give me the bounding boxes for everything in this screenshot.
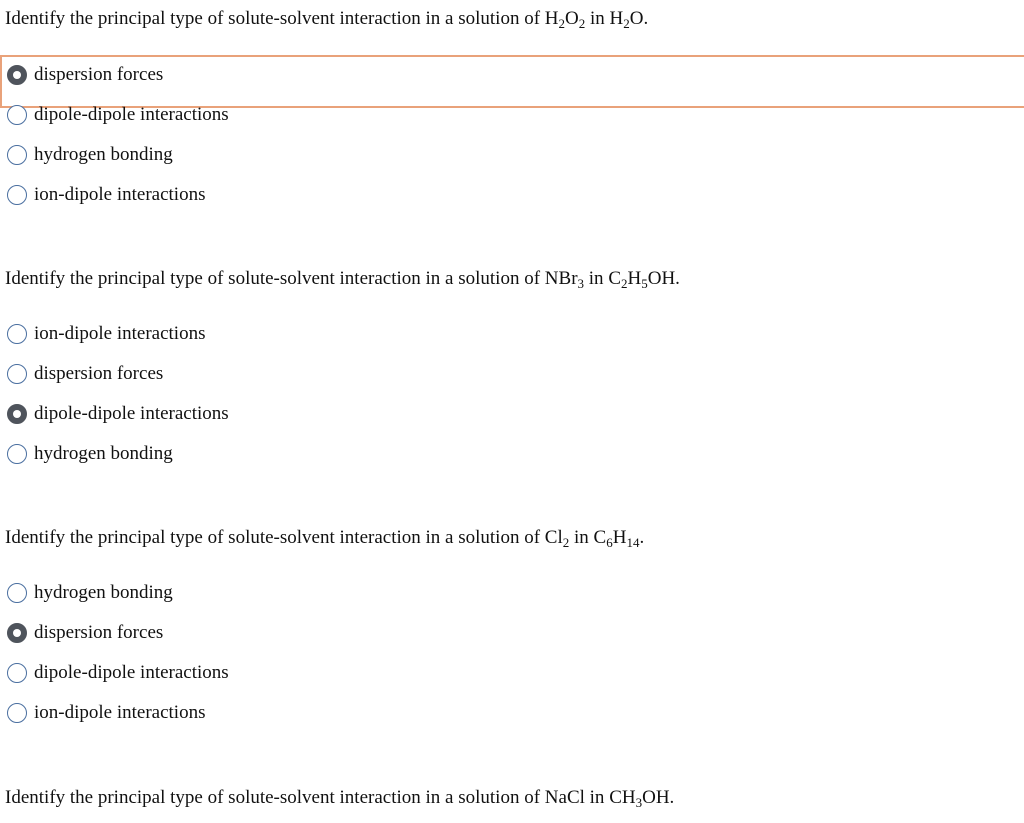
- q1-option-dispersion-forces[interactable]: [7, 63, 163, 87]
- q3-option-dipole-dipole-interactions[interactable]: [7, 661, 229, 685]
- radio-button[interactable]: [7, 185, 27, 205]
- option-label: dipole-dipole interactions: [34, 104, 229, 125]
- radio-button[interactable]: [7, 105, 27, 125]
- option-label: dispersion forces: [34, 64, 164, 85]
- q2-option-hydrogen-bonding[interactable]: [7, 442, 173, 466]
- solvent-formula: $C_6H_{14}$.: [593, 527, 645, 550]
- option-label: ion-dipole interactions: [34, 184, 206, 205]
- q1-option-hydrogen-bonding[interactable]: [7, 143, 173, 167]
- radio-button[interactable]: [7, 364, 27, 384]
- question-4-text: Identify the principal type of solute-solvent interaction in a solution of NaCl in $CH_3OH$.: [5, 787, 675, 810]
- option-label: ion-dipole interactions: [34, 702, 206, 723]
- solvent-formula: $CH_3OH$.: [609, 787, 675, 810]
- question-1-text: Identify the principal type of solute-solvent interaction in a solution of $H_2O_2$ in $H_2O$.: [5, 8, 649, 31]
- radio-button-checked[interactable]: [7, 404, 27, 424]
- q3-option-ion-dipole-interactions[interactable]: [7, 701, 205, 725]
- radio-button[interactable]: [7, 324, 27, 344]
- solute-formula: $H_2O_2$: [544, 8, 586, 31]
- radio-button[interactable]: [7, 583, 27, 603]
- q1-option-dipole-dipole-interactions[interactable]: [7, 103, 229, 127]
- option-label: dipole-dipole interactions: [34, 662, 229, 683]
- radio-button[interactable]: [7, 145, 27, 165]
- solvent-formula: $H_2O$.: [609, 8, 649, 31]
- radio-button-checked[interactable]: [7, 65, 27, 85]
- q2-option-ion-dipole-interactions[interactable]: [7, 322, 205, 346]
- option-label: dipole-dipole interactions: [34, 403, 229, 424]
- radio-button[interactable]: [7, 444, 27, 464]
- option-label: hydrogen bonding: [34, 582, 173, 603]
- q2-option-dipole-dipole-interactions[interactable]: [7, 402, 229, 426]
- solute-formula: $Cl_2$: [544, 527, 570, 550]
- option-label: hydrogen bonding: [34, 443, 173, 464]
- q2-option-dispersion-forces[interactable]: [7, 362, 163, 386]
- q3-option-hydrogen-bonding[interactable]: [7, 581, 173, 605]
- solute-formula: NaCl: [544, 787, 585, 808]
- option-label: dispersion forces: [34, 363, 164, 384]
- question-2-text: Identify the principal type of solute-solvent interaction in a solution of NBr$_3$ in $C_2H_5OH$.: [5, 268, 680, 291]
- radio-button-checked[interactable]: [7, 623, 27, 643]
- question-3-text: Identify the principal type of solute-solvent interaction in a solution of $Cl_2$ in $C_6H_{14}$.: [5, 527, 645, 550]
- q3-option-dispersion-forces[interactable]: [7, 621, 163, 645]
- radio-button[interactable]: [7, 703, 27, 723]
- solvent-formula: $C_2H_5OH$.: [608, 268, 680, 291]
- option-label: hydrogen bonding: [34, 144, 173, 165]
- option-label: dispersion forces: [34, 622, 164, 643]
- option-label: ion-dipole interactions: [34, 323, 206, 344]
- solute-formula: NBr$_3$: [544, 268, 585, 291]
- radio-button[interactable]: [7, 663, 27, 683]
- q1-option-ion-dipole-interactions[interactable]: [7, 183, 205, 207]
